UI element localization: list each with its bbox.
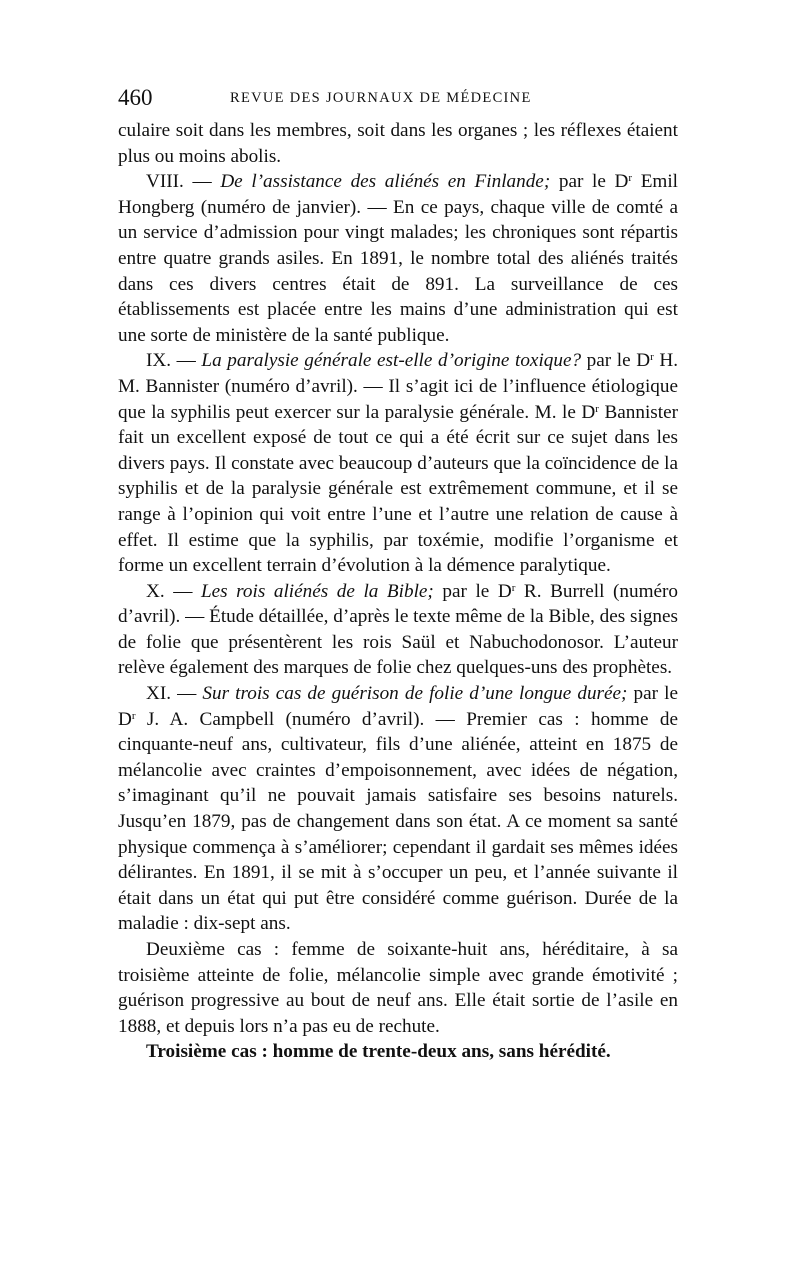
paragraph-text: XI. —	[146, 683, 203, 705]
section-title: Sur trois cas de guérison de folie d’une longue durée;	[202, 683, 628, 705]
superscript: r	[511, 581, 516, 594]
paragraph-text: J. A. Campbell (numéro d’avril). — Premier cas : homme de cinquante-neuf ans, cultivateur, fils d’une aliénée, atteint en 1875 de mélancolie avec craintes d’empoisonnement, avec idées de négation, s’imaginant qu’il ne pouvait jamais satisfaire ses besoins naturels. Jusqu’en 1879, pas de changement dans son état. A ce moment sa santé physique commença à s’améliorer; cependant il gardait ses mêmes idées délirantes. En 1891, il se mit à s’occuper un peu, et l’année suivante il était dans un état qui put être considéré comme guérison. Durée de la maladie : dix-sept ans.	[118, 708, 678, 935]
paragraph-text: Emil Hongberg (numéro de janvier). — En ce pays, chaque ville de comté a un service d’admission pour vingt malades; les chroniques sont répartis entre quatre grands asiles. En 1891, le nombre total des aliénés traités dans ces divers centres était de 891. La surveillance de ces établissements est placée entre les mains d’une administration qui est une sorte de ministère de la santé publique.	[118, 171, 679, 346]
paragraph-p8	[118, 169, 678, 348]
section-title: La paralysie générale est-elle d’origine toxique?	[201, 350, 582, 372]
paragraph-p13	[118, 1039, 678, 1065]
paragraph-text: Troisième cas : homme de trente-deux ans, sans hérédité.	[146, 1041, 611, 1063]
page-number: 460	[118, 85, 153, 110]
running-head	[118, 86, 678, 110]
paragraph-text: H. M. Bannister (numéro d’avril). — Il s’agit ici de l’influence étiologique que la syphilis peut exercer sur la paralysie générale. M. le D	[118, 350, 678, 423]
paragraph-text: VIII. —	[146, 171, 221, 193]
paragraph-text: Bannister fait un excellent exposé de tout ce qui a été écrit sur ce sujet dans les divers pays. Il constate avec beaucoup d’auteurs que la coïncidence de la syphilis et de la paralysie générale est extrêmement commune, et il se range à l’opinion qui voit entre l’une et l’autre une relation de cause à effet. Il estime que la syphilis, par toxémie, modifie l’organisme et forme un excellent terrain d’évolution à la démence paralytique.	[118, 401, 678, 577]
superscript: r	[131, 709, 136, 722]
paragraph-text: IX. —	[146, 350, 202, 372]
paragraph-text: par le D	[118, 683, 678, 730]
paragraph-p11	[118, 681, 678, 937]
superscript: r	[595, 402, 599, 415]
paragraph-p0	[118, 118, 678, 169]
paragraph-text: par le D	[433, 580, 512, 602]
section-title: De l’assistance des aliénés en Finlande;	[220, 171, 551, 193]
paragraph-text: R. Burrell (numéro d’avril). — Étude détaillée, d’après le texte même de la Bible, des signes de folie que présentèrent les rois Saül et Nabuchodonosor. L’auteur relève également des marques de folie chez quelques-uns des prophètes.	[118, 580, 678, 679]
paragraph-text: par le D	[581, 350, 651, 372]
paragraph-text: par le D	[550, 171, 629, 193]
paragraph-p9	[118, 348, 678, 578]
running-title: REVUE DES JOURNAUX DE MÉDECINE	[230, 90, 532, 106]
superscript: r	[650, 351, 654, 364]
section-title: Les rois aliénés de la Bible;	[200, 580, 434, 602]
superscript: r	[628, 172, 633, 185]
paragraph-p12	[118, 937, 678, 1039]
paragraph-p10	[118, 579, 678, 681]
body-text	[118, 118, 678, 1065]
paragraph-text: culaire soit dans les membres, soit dans les organes ; les réflexes étaient plus ou moins abolis.	[118, 120, 678, 167]
paragraph-text: Deuxième cas : femme de soixante-huit ans, héréditaire, à sa troisième atteinte de folie, mélancolie simple avec grande émotivité ; guérison progressive au bout de neuf ans. Elle était sortie de l’asile en 1888, et depuis lors n’a pas eu de rechute.	[118, 939, 678, 1037]
paragraph-text: X. —	[146, 580, 201, 602]
